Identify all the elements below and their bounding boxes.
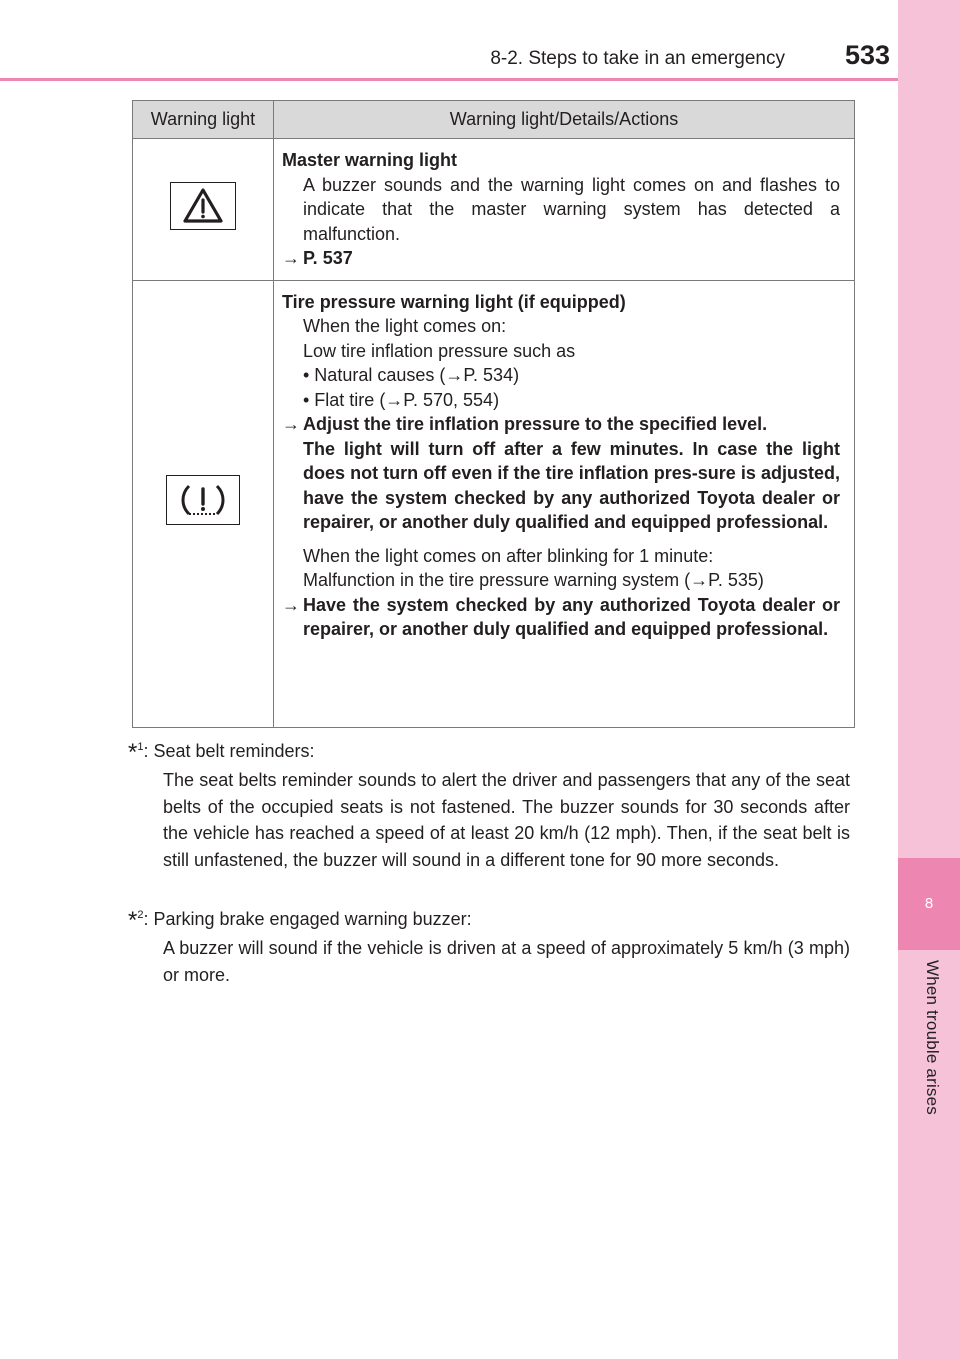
tire-low-pressure: Low tire inflation pressure such as — [303, 340, 576, 361]
warning-light-table — [132, 100, 855, 728]
arrow-icon: → — [282, 248, 300, 268]
tire-malfunction[interactable]: Malfunction in the tire pressure warning system (→P. 535) — [303, 570, 764, 590]
section-title: 8-2. Steps to take in an emergency — [490, 48, 785, 69]
arrow-icon: → — [282, 594, 300, 615]
master-warning-description: A buzzer sounds and the warning light comes on and flashes to indicate that the master warning system has detected a malfunction. — [303, 174, 840, 244]
column-header-details: Warning light/Details/Actions — [274, 101, 855, 139]
icon-cell — [133, 280, 274, 727]
master-warning-reference[interactable] — [282, 246, 840, 271]
side-tab — [898, 0, 960, 1359]
footnote-seat-belt — [128, 734, 850, 874]
master-warning-title: Master warning light — [282, 150, 458, 170]
arrow-icon: → — [282, 414, 300, 434]
footnote-label: *$^1$: Seat belt reminders: — [128, 739, 315, 766]
tire-when-blink: When the light comes on after blinking for 1 minute: — [303, 545, 714, 566]
page-reference-link[interactable]: P. 537 — [303, 248, 353, 268]
tire-bullet-flat-tire[interactable]: • Flat tire (→P. 570, 554) — [303, 389, 500, 410]
footnote-label: *$^2$: Parking brake engaged warning buzzer: — [128, 907, 472, 934]
tire-action-check — [282, 593, 840, 642]
tire-action-adjust-text: Adjust the tire inflation pressure to the specified level. — [303, 414, 768, 434]
detail-cell — [274, 139, 855, 281]
tire-bullet-natural-causes[interactable]: • Natural causes (→P. 534) — [303, 365, 520, 385]
chapter-number-tab[interactable]: 8 — [898, 858, 960, 950]
tire-action-light-off-text: The light will turn off after a few minutes. In case the light does not turn off even if the tire inflation pres-sure is adjusted, have the system checked by any authorized Toyota dealer or repairer, or another duly qualified and equipped professional. — [303, 438, 840, 532]
tire-action-text — [303, 412, 840, 535]
column-header-warning-light: Warning light — [133, 101, 274, 139]
icon-cell — [133, 139, 274, 281]
footnote-parking-brake — [128, 902, 850, 988]
tire-action-adjust — [282, 412, 840, 535]
footnote-body: A buzzer will sound if the vehicle is driven at a speed of approximately 5 km/h (3 mph) or more. — [163, 937, 850, 985]
table-row-master-warning — [133, 139, 855, 281]
header-rule — [0, 78, 898, 81]
detail-cell — [274, 280, 855, 727]
chapter-title: When trouble arises — [923, 960, 942, 1115]
table-header-row — [133, 101, 855, 139]
tire-pressure-warning-icon — [166, 475, 240, 525]
footnote-body: The seat belts reminder sounds to alert the driver and passengers that any of the seat belts of the occupied seats is not fastened. The buzzer sounds for 30 seconds after the vehicle has reached a speed of at least 20 km/h (12 mph). Then, if the seat belt is still unfastened, the buzzer will sound in a different tone for 90 more seconds. — [163, 769, 850, 871]
tire-warning-title: Tire pressure warning light (if equipped) — [282, 291, 626, 312]
tire-action-check-text: Have the system checked by any authorized Toyota dealer or repairer, or another duly qualified and equipped professional. — [303, 594, 840, 639]
page-number: 533 — [844, 40, 890, 70]
table-row-tire-pressure — [133, 280, 855, 727]
master-warning-triangle-icon — [170, 182, 236, 230]
tire-when-on: When the light comes on: — [303, 316, 507, 336]
